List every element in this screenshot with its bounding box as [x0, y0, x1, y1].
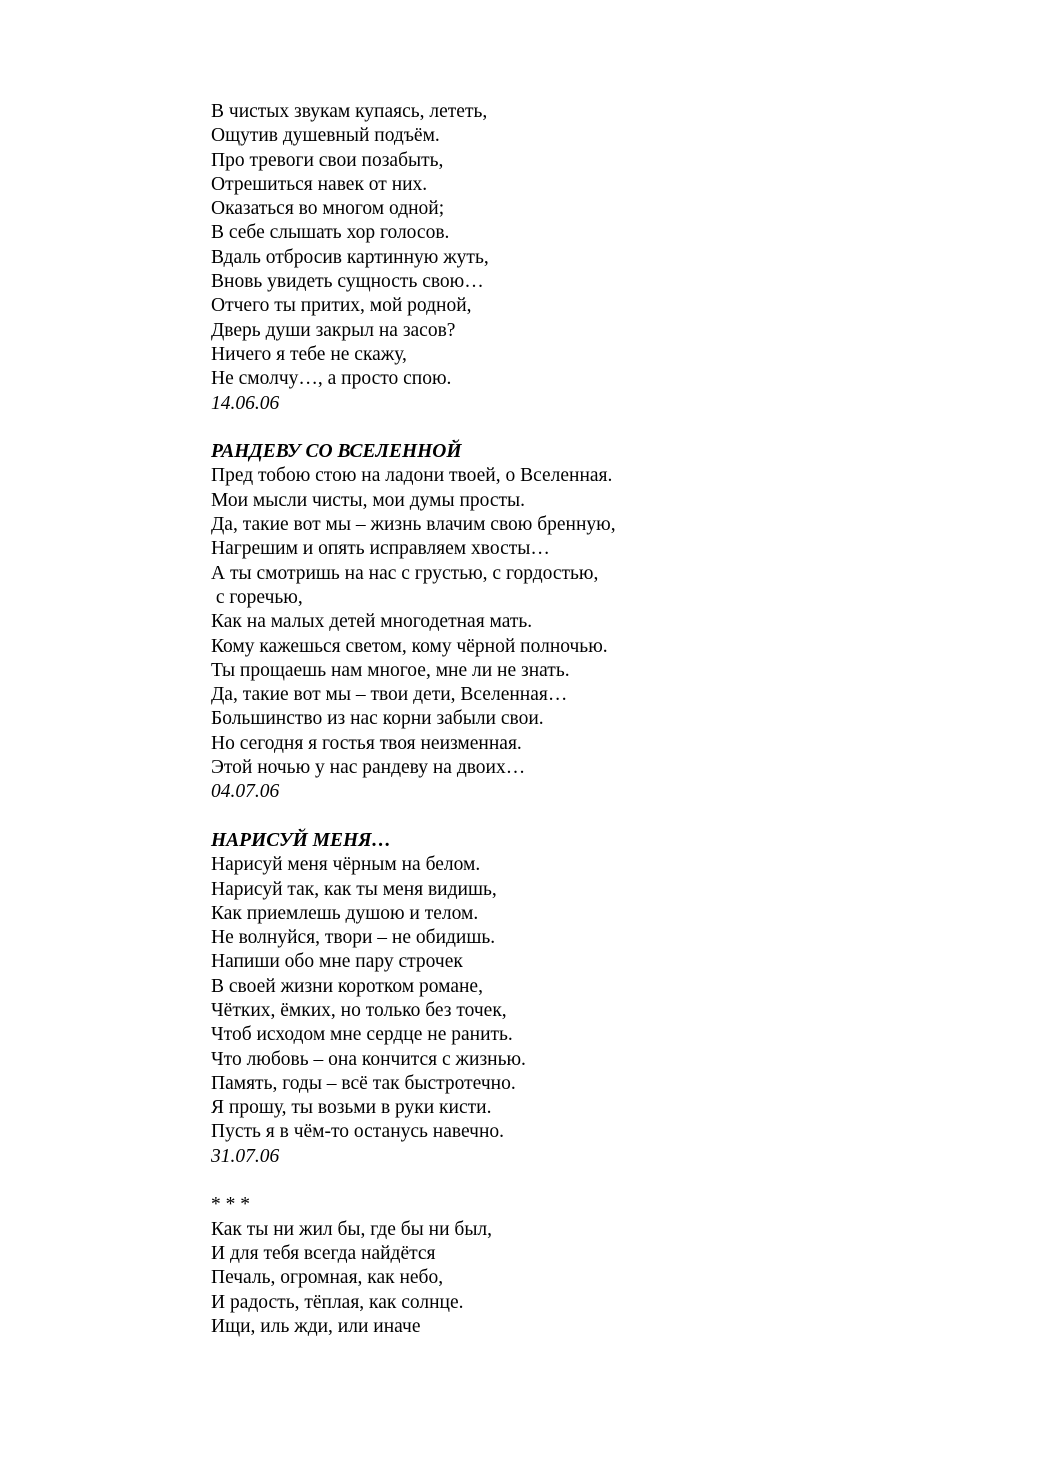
poem-line: Я прошу, ты возьми в руки кисти.	[211, 1097, 492, 1119]
poem-line: Про тревоги свои позабыть,	[211, 149, 444, 171]
poem-date: 04.07.06	[211, 781, 280, 803]
poem-line: Напиши обо мне пару строчек	[211, 951, 463, 973]
poem-1	[211, 100, 971, 416]
poem-line: Да, такие вот мы – твои дети, Вселенная…	[211, 684, 568, 706]
poem-line: Печаль, огромная, как небо,	[211, 1267, 444, 1289]
poem-line: И радость, тёплая, как солнце.	[211, 1291, 464, 1313]
poem-line: Нагрешим и опять исправляем хвосты…	[211, 538, 550, 560]
spacer	[211, 1169, 971, 1193]
poem-title: НАРИСУЙ МЕНЯ…	[211, 829, 392, 851]
poem-line: Не смолчу…, а просто спою.	[211, 368, 452, 390]
poem-line: Но сегодня я гостья твоя неизменная.	[211, 732, 522, 754]
poem-line: Большинство из нас корни забыли свои.	[211, 708, 544, 730]
poem-line: Вдаль отбросив картинную жуть,	[211, 246, 489, 268]
poem-line: Ты прощаешь нам многое, мне ли не знать.	[211, 659, 570, 681]
poem-line: А ты смотришь на нас с грустью, с гордостью,	[211, 562, 599, 584]
poem-title: РАНДЕВУ СО ВСЕЛЕННОЙ	[211, 441, 462, 463]
poem-line: Вновь увидеть сущность свою…	[211, 271, 484, 293]
poem-line: И для тебя всегда найдётся	[211, 1242, 436, 1264]
poem-line: Не волнуйся, твори – не обидишь.	[211, 927, 496, 949]
poem-line: Ничего я тебе не скажу,	[211, 343, 407, 365]
poem-line: Пусть я в чём-то останусь навечно.	[211, 1121, 505, 1143]
poem-line: Мои мысли чисты, мои думы просты.	[211, 489, 526, 511]
spacer	[211, 805, 971, 829]
poem-line: Этой ночью у нас рандеву на двоих…	[211, 757, 526, 779]
poem-4	[211, 1193, 971, 1339]
poem-line: Отчего ты притих, мой родной,	[211, 295, 472, 317]
poem-line: В себе слышать хор голосов.	[211, 222, 450, 244]
poem-3	[211, 829, 971, 1169]
poem-line: В своей жизни коротком романе,	[211, 975, 483, 997]
poem-line: Чтоб исходом мне сердце не ранить.	[211, 1024, 513, 1046]
poem-line: Чётких, ёмких, но только без точек,	[211, 999, 507, 1021]
poem-line: Дверь души закрыл на засов?	[211, 319, 456, 341]
poem-line: Как приемлешь душою и телом.	[211, 902, 479, 924]
poem-date: 14.06.06	[211, 392, 280, 414]
poem-line: Пред тобою стою на ладони твоей, о Вселенная.	[211, 465, 613, 487]
poem-line: Нарисуй так, как ты меня видишь,	[211, 878, 497, 900]
poem-line: Ощутив душевный подъём.	[211, 125, 440, 147]
spacer	[211, 416, 971, 440]
poem-line: Ищи, иль жди, или иначе	[211, 1315, 421, 1337]
poem-2	[211, 440, 971, 804]
poem-date: 31.07.06	[211, 1145, 280, 1167]
poem-line: Оказаться во многом одной;	[211, 198, 445, 220]
poem-stars-separator: * * *	[211, 1194, 250, 1216]
poem-line: Память, годы – всё так быстротечно.	[211, 1072, 516, 1094]
poem-line: Как на малых детей многодетная мать.	[211, 611, 533, 633]
poem-line: Как ты ни жил бы, где бы ни был,	[211, 1218, 493, 1240]
poem-line: Кому кажешься светом, кому чёрной полночью.	[211, 635, 608, 657]
poem-line: Отрешиться навек от них.	[211, 173, 428, 195]
poem-line: Нарисуй меня чёрным на белом.	[211, 854, 481, 876]
poem-line: В чистых звукам купаясь, лететь,	[211, 101, 488, 122]
text-column	[211, 100, 971, 1339]
poem-line: Да, такие вот мы – жизнь влачим свою бренную,	[211, 514, 616, 536]
poem-line: с горечью,	[211, 586, 303, 608]
poem-line: Что любовь – она кончится с жизнью.	[211, 1048, 526, 1070]
